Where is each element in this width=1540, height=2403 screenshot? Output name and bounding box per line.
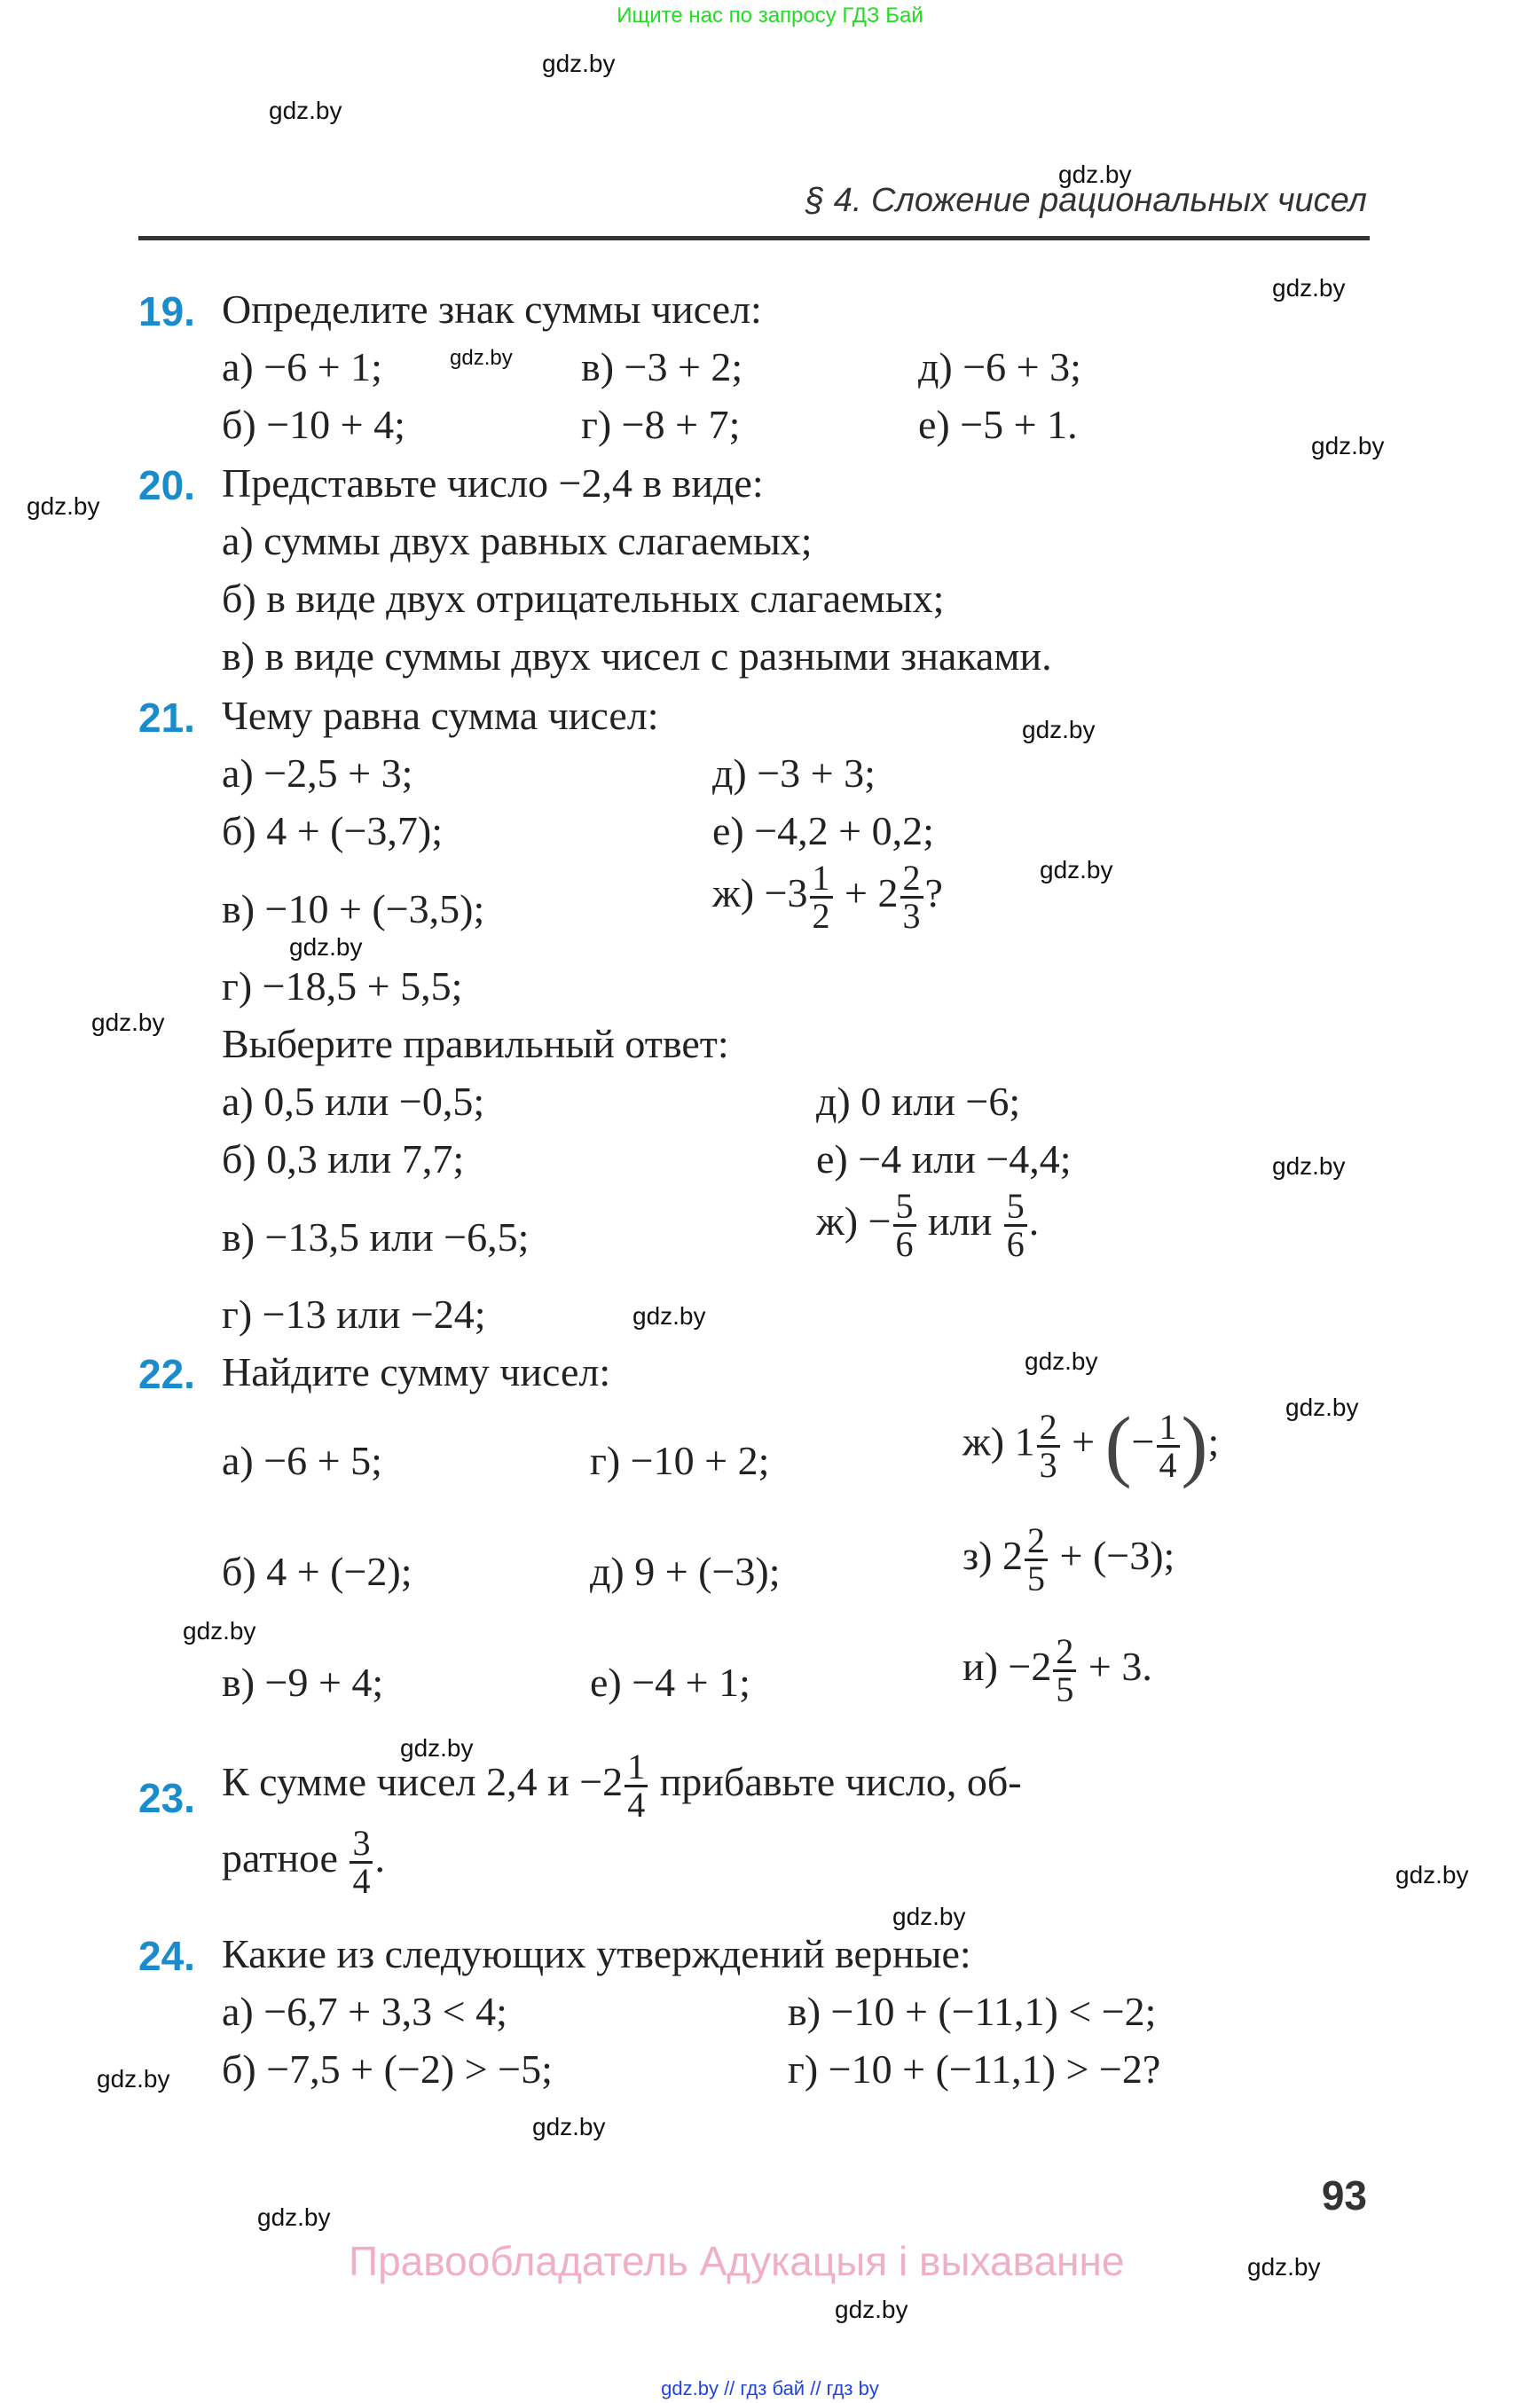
left-paren: (	[1104, 1402, 1132, 1489]
watermark: gdz.by	[97, 2065, 170, 2093]
answer-d: д) 0 или −6;	[816, 1079, 1021, 1124]
right-paren: )	[1181, 1402, 1208, 1489]
watermark: gdz.by	[532, 2113, 606, 2140]
fraction	[810, 860, 833, 934]
problem-21-item-a: а) −2,5 + 3;	[222, 750, 413, 796]
problem-19-item-a: а) −6 + 1;	[222, 344, 382, 389]
answer-v: в) −13,5 или −6,5;	[222, 1214, 530, 1260]
i-end: + 3.	[1078, 1644, 1152, 1690]
watermark: gdz.by	[892, 1903, 966, 1930]
watermark: gdz.by	[183, 1617, 256, 1645]
rights-holder-note: Правообладатель Адукацыя і выхаванне	[349, 2238, 1125, 2284]
numerator: 1	[810, 860, 833, 899]
zh-label: ж) −3	[712, 870, 808, 916]
minus-sign: −	[1131, 1418, 1155, 1465]
numerator: 5	[893, 1189, 916, 1227]
denominator: 5	[1027, 1559, 1045, 1598]
problem-22-prompt: Найдите сумму чисел:	[222, 1349, 611, 1394]
problem-24-item-b: б) −7,5 + (−2) > −5;	[222, 2046, 553, 2092]
problem-22-item-b: б) 4 + (−2);	[222, 1549, 412, 1594]
zh-mid: + 2	[834, 870, 899, 916]
problem-number-23: 23.	[138, 1775, 195, 1821]
problem-22-item-i	[962, 1631, 1152, 1709]
problem-19-item-b: б) −10 + 4;	[222, 402, 405, 447]
problem-22-item-v: в) −9 + 4;	[222, 1660, 384, 1705]
watermark: gdz.by	[91, 1009, 165, 1036]
numerator: 1	[625, 1749, 648, 1787]
watermark: gdz.by	[1285, 1394, 1359, 1421]
zh-end: ?	[924, 870, 943, 916]
fraction	[1157, 1406, 1180, 1485]
problem-19-item-g: г) −8 + 7;	[581, 402, 741, 447]
problem-21-item-v: в) −10 + (−3,5);	[222, 886, 485, 931]
problem-20-item-b: б) в виде двух отрицательных слагаемых;	[222, 576, 945, 621]
answer-e: е) −4 или −4,4;	[816, 1136, 1072, 1182]
zh-mid: или	[917, 1198, 1002, 1245]
problem-22-item-z	[962, 1520, 1175, 1598]
watermark: gdz.by	[1247, 2253, 1321, 2281]
problem-19-item-d: д) −6 + 3;	[918, 344, 1081, 389]
problem-21-item-e: е) −4,2 + 0,2;	[712, 808, 934, 853]
section-title: § 4. Сложение рациональных чисел	[805, 182, 1367, 219]
problem-22-item-a: а) −6 + 5;	[222, 1438, 382, 1483]
problem-number-24: 24.	[138, 1933, 195, 1979]
fraction	[1004, 1186, 1027, 1264]
problem-24-item-g: г) −10 + (−11,1) > −2?	[788, 2046, 1161, 2092]
footer-links[interactable]: gdz.by // гдз бай // гдз by	[661, 2377, 879, 2399]
fraction	[1025, 1520, 1048, 1598]
problem-24-item-a: а) −6,7 + 3,3 < 4;	[222, 1989, 507, 2034]
watermark: gdz.by	[1272, 274, 1346, 302]
problem-number-22: 22.	[138, 1351, 195, 1397]
watermark: gdz.by	[1040, 856, 1113, 883]
problem-22-item-g: г) −10 + 2;	[590, 1438, 770, 1483]
line2-start: ратное	[222, 1835, 349, 1881]
watermark: gdz.by	[269, 97, 342, 124]
zh-label: ж) 1	[962, 1418, 1035, 1465]
problem-number-20: 20.	[138, 462, 195, 508]
answer-b: б) 0,3 или 7,7;	[222, 1136, 465, 1182]
zh-end: .	[1028, 1198, 1040, 1245]
watermark: gdz.by	[1272, 1152, 1346, 1180]
problem-20-prompt: Представьте число −2,4 в виде:	[222, 460, 764, 506]
answer-a: а) 0,5 или −0,5;	[222, 1079, 485, 1124]
zh-end: ;	[1207, 1418, 1220, 1465]
problem-20-item-a: а) суммы двух равных слагаемых;	[222, 518, 813, 563]
numerator: 2	[1025, 1523, 1048, 1561]
denominator: 4	[352, 1861, 371, 1901]
problem-23-line1	[222, 1749, 1022, 1823]
problem-22-item-d: д) 9 + (−3);	[590, 1549, 781, 1594]
problem-19-prompt: Определите знак суммы чисел:	[222, 287, 762, 332]
fraction	[1037, 1406, 1060, 1485]
watermark: gdz.by	[27, 492, 100, 520]
watermark: gdz.by	[1022, 716, 1096, 743]
line1-end: прибавьте число, об-	[649, 1759, 1022, 1805]
problem-21-item-zh	[712, 860, 943, 934]
line2-end: .	[374, 1835, 385, 1881]
problem-21-item-d: д) −3 + 3;	[712, 750, 876, 796]
problem-24-item-v: в) −10 + (−11,1) < −2;	[788, 1989, 1157, 2034]
fraction	[625, 1749, 648, 1823]
denominator: 6	[895, 1224, 914, 1264]
denominator: 3	[1039, 1444, 1057, 1485]
denominator: 4	[1159, 1444, 1177, 1485]
top-search-note: Ищите нас по запросу ГДЗ Бай	[617, 4, 923, 27]
denominator: 4	[627, 1785, 646, 1825]
watermark: gdz.by	[1025, 1347, 1098, 1375]
problem-22-item-zh	[962, 1402, 1220, 1489]
problem-21-item-g: г) −18,5 + 5,5;	[222, 963, 463, 1009]
problem-20-item-v: в) в виде суммы двух чисел с разными знаками.	[222, 633, 1052, 679]
denominator: 3	[902, 896, 921, 936]
fraction	[1053, 1631, 1076, 1709]
problem-21-choose-prompt: Выберите правильный ответ:	[222, 1021, 729, 1066]
problem-19-item-e: е) −5 + 1.	[918, 402, 1078, 447]
numerator: 1	[1157, 1410, 1180, 1448]
fraction	[900, 860, 923, 934]
watermark: gdz.by	[1395, 1861, 1469, 1889]
problem-21-prompt: Чему равна сумма чисел:	[222, 693, 659, 738]
denominator: 2	[812, 896, 830, 936]
zh-mid: +	[1061, 1418, 1105, 1465]
i-label: и) −2	[962, 1644, 1052, 1690]
zh-label: ж) −	[816, 1198, 892, 1245]
watermark: gdz.by	[542, 50, 616, 77]
watermark: gdz.by	[1311, 432, 1385, 459]
z-end: + (−3);	[1049, 1533, 1175, 1579]
problem-number-19: 19.	[138, 288, 195, 334]
numerator: 2	[900, 860, 923, 899]
watermark: gdz.by	[450, 346, 513, 370]
z-label: з) 2	[962, 1533, 1023, 1579]
watermark: gdz.by	[1058, 161, 1132, 188]
problem-22-item-e: е) −4 + 1;	[590, 1660, 750, 1705]
numerator: 3	[350, 1826, 373, 1864]
problem-23-line2	[222, 1823, 385, 1901]
fraction	[350, 1823, 373, 1901]
watermark: gdz.by	[289, 933, 363, 961]
answer-zh	[816, 1186, 1040, 1264]
line1-start: К сумме чисел 2,4 и −2	[222, 1759, 624, 1805]
numerator: 5	[1004, 1189, 1027, 1227]
watermark: gdz.by	[632, 1302, 706, 1330]
watermark: gdz.by	[257, 2203, 331, 2231]
problem-24-prompt: Какие из следующих утверждений верные:	[222, 1931, 971, 1976]
numerator: 2	[1037, 1410, 1060, 1448]
watermark: gdz.by	[835, 2296, 908, 2323]
answer-g: г) −13 или −24;	[222, 1292, 486, 1337]
problem-21-item-b: б) 4 + (−3,7);	[222, 808, 444, 853]
denominator: 6	[1006, 1224, 1025, 1264]
denominator: 5	[1056, 1669, 1074, 1709]
fraction	[893, 1186, 916, 1264]
numerator: 2	[1053, 1634, 1076, 1672]
problem-19-item-v: в) −3 + 2;	[581, 344, 743, 389]
header-rule	[138, 236, 1370, 240]
problem-number-21: 21.	[138, 695, 195, 741]
watermark: gdz.by	[400, 1734, 474, 1762]
page-number: 93	[1321, 2172, 1367, 2218]
